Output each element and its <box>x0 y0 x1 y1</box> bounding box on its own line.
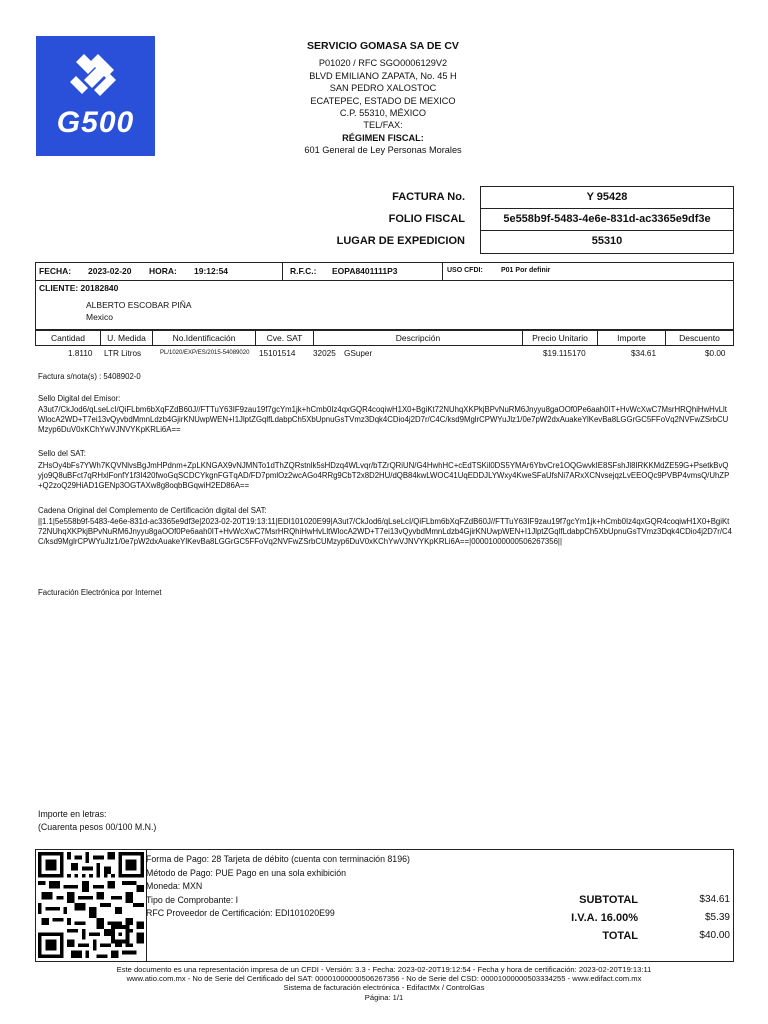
factura-label: FACTURA No. <box>392 191 465 203</box>
client-country: Mexico <box>86 312 113 322</box>
total-label: TOTAL <box>602 930 638 942</box>
client-box <box>35 280 734 330</box>
col-descripcion: Descripción <box>314 331 523 345</box>
lugar-label: LUGAR DE EXPEDICION <box>336 235 465 247</box>
cell-descuento: $0.00 <box>705 349 726 358</box>
company-colonia: SAN PEDRO XALOSTOC <box>329 83 437 94</box>
footer-line-2: www.atio.com.mx - No de Serie del Certificado del SAT: 00001000000506267356 - No de Serie del CSD: 00001000000503334255 - www.edifact.com.mx <box>126 974 642 984</box>
footer-line-1: Este documento es una representación impresa de un CFDI - Versión: 3.3 - Fecha: 2023-02-20T19:12:54 - Fecha y hora de certificación: 2023-02-20T19:13:11 <box>116 965 652 974</box>
hora-value: 19:12:54 <box>194 266 229 276</box>
cadena-label: Cadena Original del Complemento de Certificación digital del SAT: <box>38 506 267 515</box>
qr-code-icon <box>38 852 144 958</box>
cell-identificacion: PL/1020/EXP/ES/2015-54089020 <box>160 350 250 356</box>
sello-sat-value: ZHsOy4bFs7YWh7KQVNlvsBgJmHPdnm+ZpLKNGAX9vNJMNTo1dThZQRstnlk5sHDzq4WLvqr/bTZrQRiUN/G4HwhHC+cEdTSKil0DS5YMAr6YbvCre1OQGwvkIE8SFshJl8IRKKMdZE59G+PsetkBvQyjo9Q8uBFct7qRHxlFonfY1f3I420fwoGqSCDCYkgnFGTqAD/FD7pmlOz2wcAGo4RRg9CbT2x8D2HU/dQB84kwLWOC41UqEDDJLYWxy4KweSFaUfsNi7ARxXCNvsejqzLvEEOQc9PVBP4vmsQ/UhZP+Q2zoQ29HiAD1GENp3OGTAXw8g8oqbBGqwiH2ED86A== <box>38 461 730 490</box>
client-name: ALBERTO ESCOBAR PIÑA <box>86 300 192 310</box>
invoice-labels <box>300 186 470 252</box>
regimen-value: 601 General de Ley Personas Morales <box>304 145 462 156</box>
company-tel: TEL/FAX: <box>363 120 403 131</box>
cell-importe: $34.61 <box>631 349 657 358</box>
company-city: ECATEPEC, ESTADO DE MEXICO <box>310 95 456 106</box>
company-name: SERVICIO GOMASA SA DE CV <box>307 40 459 52</box>
rfc-value: EOPA8401111P3 <box>332 266 398 276</box>
lugar-value: 55310 <box>591 235 623 247</box>
uso-label: USO CFDI: <box>447 267 483 274</box>
payment-info <box>146 853 410 921</box>
metodo-pago: Método de Pago: PUE Pago en una sola exhibición <box>146 867 347 878</box>
importe-letras <box>38 808 156 833</box>
footer <box>30 965 738 1002</box>
facturacion-note: Facturación Electrónica por Internet <box>38 588 162 597</box>
items-table-header <box>35 330 734 346</box>
col-unidad: U. Medida <box>101 331 153 345</box>
folio-label: FOLIO FISCAL <box>388 213 465 225</box>
subtotal-value: $34.61 <box>699 894 730 905</box>
factura-note: Factura s/nota(s) : 5408902-0 <box>38 372 141 381</box>
moneda: Moneda: MXN <box>146 881 203 891</box>
cell-descripcion: GSuper <box>344 349 373 358</box>
cell-precio: $19.115170 <box>543 349 586 358</box>
subtotal-label: SUBTOTAL <box>579 894 638 906</box>
cell-unidad: LTR Litros <box>104 349 142 358</box>
iva-value: $5.39 <box>704 912 730 923</box>
totals <box>506 894 732 948</box>
company-zip: C.P. 55310, MÉXICO <box>339 108 427 119</box>
divider <box>282 263 283 280</box>
importe-label: Importe en letras: <box>38 809 107 819</box>
regimen-label: RÉGIMEN FISCAL: <box>342 132 424 143</box>
col-descuento: Descuento <box>679 333 720 343</box>
col-identificacion: No.Identificación <box>153 331 256 345</box>
rfc-proveedor: RFC Proveedor de Certificación: EDI101020E99 <box>146 908 335 918</box>
iva-label: I.V.A. 16.00% <box>571 912 638 924</box>
company-logo <box>36 36 155 156</box>
company-info <box>248 40 518 157</box>
client-label: CLIENTE: 20182840 <box>39 283 119 293</box>
col-precio: Precio Unitario <box>523 331 598 345</box>
company-address: BLVD EMILIANO ZAPATA, No. 45 H <box>309 70 457 81</box>
sello-emisor-label: Sello Digital del Emisor: <box>38 394 121 403</box>
invoice-values <box>480 186 734 254</box>
uso-value: P01 Por definir <box>501 267 551 274</box>
sello-sat-label: Sello del SAT: <box>38 449 86 458</box>
cell-codigo: 32025 <box>313 349 336 358</box>
fecha-value: 2023-02-20 <box>88 266 132 276</box>
col-importe: Importe <box>598 331 666 345</box>
company-rfc: P01020 / RFC SGO0006129V2 <box>318 58 448 69</box>
cadena-value: ||1.1|5e558b9f-5483-4e6e-831d-ac3365e9df3e|2023-02-20T19:13:11|EDI101020E99|A3ut7/CkJod6/qLseLcI/QiFLbm6bXqFZdB60J//FTTuY63IF9zau19f7gcYm1jk+hCmb0Iz4qxGQR4coqiwH1X0+BgiKt72NUhqXKPkjBPvNuRM6Jnyyu8gaOOf0Pe6aah0IT+HvWcXwC7MsrHRQhiHwHvLltWlocA2WD+T7ei13vQyvbdMmnLdzb4GjirKNUwpWEN+I1JlptZGqlfLdabpCh5XbUpnuGsTVmz3Dqk4CDio4j2D7r/C4C/ksd9MglrCPWYuJlz1/0e7pW2dxAuakeYlKevBa8LGGrGC5FFoVq2NVFwZSrbCUMzyp6DuV0xKChYwVJNVYKpKRLi6A==|00001000000506267356|| <box>38 517 732 546</box>
folio-value: 5e558b9f-5483-4e6e-831d-ac3365e9df3e <box>481 209 733 231</box>
date-row <box>35 262 734 281</box>
importe-value: (Cuarenta pesos 00/100 M.N.) <box>38 821 157 832</box>
divider <box>442 263 443 280</box>
hora-label: HORA: <box>149 266 177 276</box>
logo-text: G500 <box>56 106 135 139</box>
factura-value: Y 95428 <box>481 187 733 209</box>
sello-emisor-value: A3ut7/CkJod6/qLseLcI/QiFLbm6bXqFZdB60J//FTTuY63IF9zau19f7gcYm1jk+hCmb0Iz4qxGQR4coqiwH1X0+BgiKt72NUhqXKPkjBPvNuRM6Jnyyu8gaOOf0Pe6aah0IT+HvWcXwC7MsrHRQhiHwHvLltWlocA2WD+T7ei13vQyvbdMmnLdzb4GjirKNUwpWEN+I1JlptZGqlfLdabpCh5XbUpnuGsTVmz3Dqk4CDio4j2D7r/C4C/ksd9MglrCPWYuJlz1/0e7pW2dxAuakeYlKevBa8LGGrGC5FFoVq2NVFwZSrbCUMzyp6DuV0xKChYwVJNVYKpKRLi6A== <box>38 405 729 434</box>
cell-cve-sat: 15101514 <box>259 349 296 358</box>
fecha-label: FECHA: <box>39 266 72 276</box>
col-cve-sat: Cve. SAT <box>256 331 314 345</box>
tipo-comprobante: Tipo de Comprobante: I <box>146 894 239 905</box>
footer-line-3: Sistema de facturación electrónica - EdifactMx / ControlGas <box>283 983 485 993</box>
col-cantidad: Cantidad <box>36 331 101 345</box>
forma-pago: Forma de Pago: 28 Tarjeta de débito (cuenta con terminación 8196) <box>146 854 410 864</box>
total-value: $40.00 <box>699 930 730 941</box>
rfc-label: R.F.C.: <box>290 266 317 276</box>
footer-page: Página: 1/1 <box>364 992 404 1002</box>
cell-cantidad: 1.8110 <box>68 349 93 358</box>
table-row <box>35 347 734 361</box>
payment-box <box>35 849 734 962</box>
